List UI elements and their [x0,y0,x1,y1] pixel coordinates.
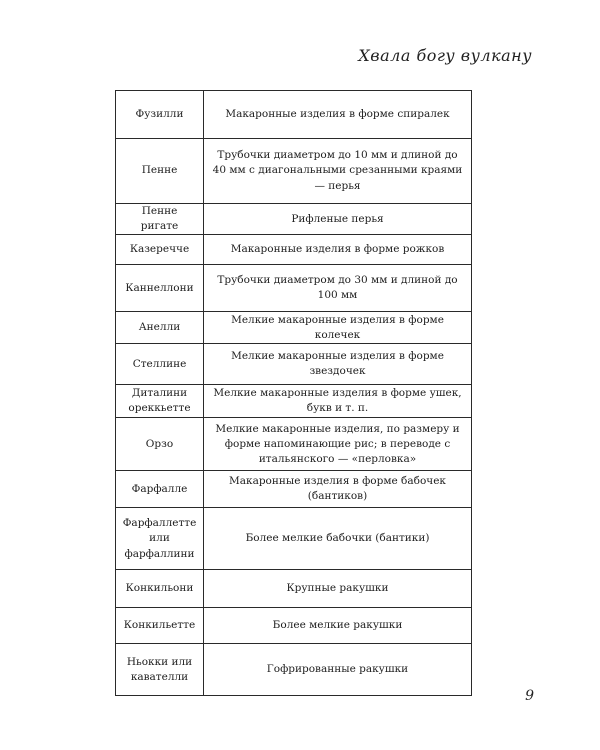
pasta-description-cell: Трубочки диаметром до 10 мм и длиной до 40 мм с диагональными срезанными краями — перья [204,139,472,204]
pasta-name-cell: Конкильетте [116,608,204,644]
table-row [116,344,472,385]
pasta-name-cell: Стеллине [116,344,204,385]
pasta-description-cell: Более мелкие ракушки [204,608,472,644]
pasta-description-cell: Мелкие макаронные изделия в форме ушек, букв и т. п. [204,385,472,418]
pasta-name-cell: Диталини ореккьетте [116,385,204,418]
pasta-name-cell: Пенне [116,139,204,204]
table-row [116,204,472,235]
table-row [116,235,472,265]
pasta-name-cell: Анелли [116,312,204,344]
table-row [116,265,472,312]
pasta-description-cell: Мелкие макаронные изделия в форме звездочек [204,344,472,385]
pasta-description-cell: Мелкие макаронные изделия, по размеру и форме напоминающие рис; в переводе с итальянского — «перловка» [204,418,472,471]
pasta-description-cell: Мелкие макаронные изделия в форме колечек [204,312,472,344]
table-row [116,418,472,471]
table-row [116,312,472,344]
table-row [116,508,472,570]
pasta-description-cell: Макаронные изделия в форме бабочек (бантиков) [204,471,472,508]
table-row [116,471,472,508]
table-row [116,570,472,608]
table-row [116,139,472,204]
pasta-types-table [115,90,472,696]
table-row [116,644,472,696]
pasta-description-cell: Более мелкие бабочки (бантики) [204,508,472,570]
pasta-description-cell: Трубочки диаметром до 30 мм и длиной до 100 мм [204,265,472,312]
pasta-description-cell: Крупные ракушки [204,570,472,608]
pasta-name-cell: Фарфаллетте или фарфаллини [116,508,204,570]
pasta-name-cell: Фузилли [116,91,204,139]
page-number: 9 [525,688,534,704]
pasta-name-cell: Фарфалле [116,471,204,508]
pasta-description-cell: Макаронные изделия в форме спиралек [204,91,472,139]
table-row [116,608,472,644]
pasta-name-cell: Конкильони [116,570,204,608]
pasta-description-cell: Макаронные изделия в форме рожков [204,235,472,265]
pasta-name-cell: Ньокки или кавателли [116,644,204,696]
table-row [116,91,472,139]
pasta-description-cell: Рифленые перья [204,204,472,235]
running-head-title: Хвала богу вулкану [358,46,532,65]
table-row [116,385,472,418]
pasta-name-cell: Орзо [116,418,204,471]
pasta-name-cell: Каннеллони [116,265,204,312]
pasta-name-cell: Казеречче [116,235,204,265]
pasta-description-cell: Гофрированные ракушки [204,644,472,696]
pasta-name-cell: Пенне ригате [116,204,204,235]
